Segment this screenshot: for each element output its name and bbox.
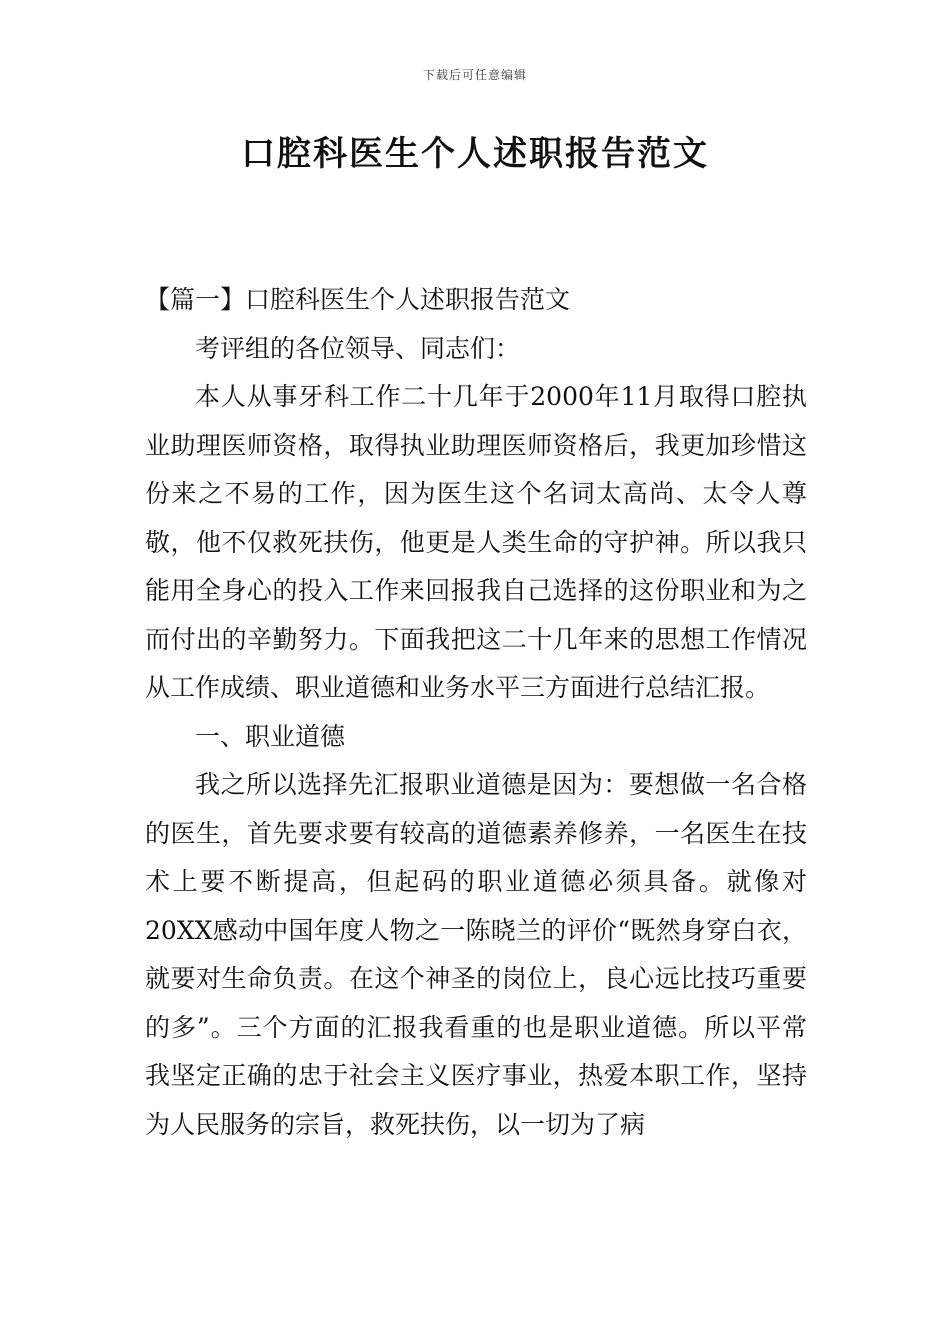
document-title: 口腔科医生个人述职报告范文 — [241, 134, 709, 174]
paragraph-ethics: 我之所以选择先汇报职业道德是因为：要想做一名合格的医生，首先要求要有较高的道德素养修养，一名医生在技术上要不断提高，但起码的职业道德必须具备。就像对20XX感动中国年度人物之一陈晓兰的评价“既然身穿白衣，就要对生命负责。在这个神圣的岗位上，良心远比技巧重要的多”。三个方面的汇报我看重的也是职业道德。所以平常我坚定正确的忠于社会主义医疗事业，热爱本职工作，坚持为人民服务的宗旨，救死扶伤，以一切为了病 — [145, 770, 807, 1139]
section-heading: 【篇一】口腔科医生个人述职报告范文 — [145, 285, 571, 314]
paragraph-intro: 本人从事牙科工作二十几年于2000年11月取得口腔执业助理医师资格，取得执业助理医师资格后，我更加珍惜这份来之不易的工作，因为医生这个名词太高尚、太令人尊敬，他不仅救死扶伤，他更是人类生命的守护神。所以我只能用全身心的投入工作来回报我自己选择的这份职业和为之而付出的辛勤努力。下面我把这二十几年来的思想工作情况从工作成绩、职业道德和业务水平三方面进行总结汇报。 — [145, 382, 807, 702]
subheading-professional-ethics: 一、职业道德 — [195, 721, 346, 751]
document-body — [145, 276, 807, 1149]
header-note: 下载后可任意编辑 — [422, 68, 527, 82]
salutation: 考评组的各位领导、同志们： — [195, 333, 521, 363]
